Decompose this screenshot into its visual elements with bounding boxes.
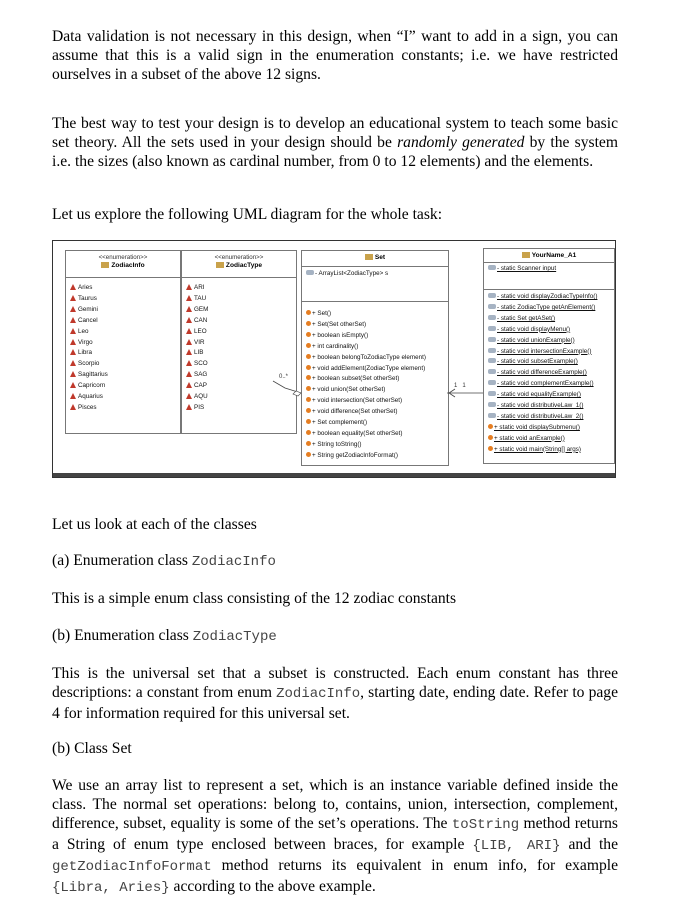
code-example-info: {Libra, Aries} [52, 880, 170, 896]
paragraph-zodiactype-desc [52, 664, 618, 723]
main-name: YourName_A1 [531, 252, 577, 259]
zodiacinfo-name: ZodiacInfo [111, 262, 145, 269]
uml-method-text: - static void distributiveLaw_2() [497, 412, 584, 420]
uml-method-text: - static void differenceExample() [497, 369, 587, 377]
enum-constant-text: PIS [194, 403, 205, 411]
uml-method-text: + Set() [312, 310, 332, 317]
zodiactype-name: ZodiacType [225, 262, 263, 269]
paragraph-zodiactype-part1: This is the universal set that a subset is constructed. Each enum constant has three descriptions: a constant from enum [52, 665, 618, 701]
uml-method-text: + Set complement() [312, 419, 368, 427]
enum-constant-text: LIB [194, 349, 204, 357]
enum-constant-text: TAU [194, 294, 207, 302]
paragraph-zodiacinfo-desc: This is a simple enum class consisting of the 12 zodiac constants [52, 590, 457, 607]
enum-constant-text: Virgo [78, 338, 93, 346]
paragraph-testing-part1: The best way to test your design is to develop an educational system to teach some basic set theory. All the sets used in your design should be [52, 115, 618, 151]
aggregation-diamond [293, 391, 301, 396]
uml-method-text: - static Set getASet() [497, 314, 556, 322]
diagram-bottom-border [53, 473, 615, 477]
enum-constant-text: ARI [194, 284, 205, 291]
uml-method-text: + void union(Set otherSet) [312, 386, 386, 394]
heading-a-text: (a) Enumeration class [52, 552, 192, 569]
uml-method-text: + void addElement(ZodiacType element) [312, 364, 426, 372]
multiplicity-left: 0..* [279, 374, 289, 380]
uml-method-text: + boolean belongToZodiacType element) [312, 353, 426, 361]
uml-method-text: + static void displaySubmenu() [494, 423, 580, 431]
uml-method-text: + void difference(Set otherSet) [312, 408, 398, 416]
enum-constant-text: Sagittarius [78, 371, 108, 379]
enum-constant-text: Pisces [78, 403, 97, 411]
heading-enum-zodiactype [52, 626, 618, 647]
enum-constant-text: VIR [194, 338, 205, 346]
enum-constant-text: Gemini [78, 305, 98, 313]
uml-method-text: - static void displayZodiacTypeInfo() [497, 293, 598, 300]
paragraph-set-part1: We use an array list to represent a set, which is an instance variable defined inside the class. The normal set operations: belong to, contains, union, intersection, complement, difference, subset, equality is some of the set’s operations. The [52, 777, 618, 832]
code-tostring: toString [451, 817, 520, 833]
enum-constant-text: LEO [194, 327, 207, 335]
emphasis-randomly-generated: randomly generated [397, 134, 525, 151]
paragraph-validation: Data validation is not necessary in this design, when “I” want to add in a sign, you can assume that this is a valid sign in the enumeration constants; i.e. we have restricted ourselves in a subset of the above 12 signs. [52, 28, 618, 83]
paragraph-classes-intro: Let us look at each of the classes [52, 516, 257, 533]
uml-attribute-text: - static Scanner input [497, 265, 557, 272]
paragraph-set-part4: method returns its equivalent in enum info, for example [211, 857, 618, 874]
heading-enum-zodiacinfo [52, 551, 618, 572]
enum-constant-text: SAG [194, 371, 208, 379]
multiplicity-right: 1 1 [454, 383, 466, 389]
enum-constant-text: SCO [194, 360, 208, 368]
uml-diagram [52, 240, 616, 478]
code-zodiacinfo-inline: ZodiacInfo [276, 686, 361, 702]
uml-method-text: - static void complementExample() [497, 380, 594, 388]
enum-constant-text: Capricorn [78, 382, 106, 390]
heading-class-set: (b) Class Set [52, 740, 132, 757]
uml-method-text: + static void anExample() [494, 434, 565, 442]
enum-constant-text: Scorpio [78, 360, 100, 368]
paragraph-zodiactype-part2: , starting date, ending date. Refer to page 4 for information required for this universal set. [52, 684, 619, 722]
paragraph-testing-part2: by the system i.e. the sizes (also known as cardinal number, from 0 to 12 elements) and the elements. [52, 134, 618, 170]
paragraph-set-desc [52, 776, 618, 898]
enum-constant-text: CAP [194, 382, 207, 390]
uml-method-text: + Set(Set otherSet) [312, 320, 367, 328]
set-name: Set [374, 254, 386, 261]
uml-method-text: - static void subsetExample() [497, 358, 578, 366]
code-zodiacinfo: ZodiacInfo [191, 554, 276, 570]
uml-attribute-text: - ArrayList<ZodiacType> s [315, 270, 389, 277]
uml-method-text: + boolean subset(Set otherSet) [312, 375, 400, 383]
uml-method-text: + static void main(String[] args) [494, 445, 581, 453]
zodiacinfo-stereotype: <<enumeration>> [98, 254, 148, 261]
uml-method-text: + String toString() [312, 440, 362, 448]
code-getzodiacinfoformat: getZodiacInfoFormat [52, 859, 212, 875]
association-lines [53, 241, 615, 477]
uml-method-text: - static ZodiacType getAnElement() [497, 303, 596, 311]
enum-constant-text: Aries [78, 284, 93, 291]
enum-constant-text: Cancel [78, 316, 98, 324]
uml-method-text: + boolean equality(Set otherSet) [312, 429, 403, 437]
enum-constant-text: CAN [194, 316, 208, 324]
paragraph-uml-intro: Let us explore the following UML diagram for the whole task: [52, 206, 443, 223]
zodiactype-stereotype: <<enumeration>> [214, 254, 264, 261]
paragraph-set-part2: method returns a String of enum type enclosed between braces, for example [52, 815, 618, 853]
uml-method-text: - static void intersectionExample() [497, 347, 592, 355]
code-zodiactype: ZodiacType [192, 629, 277, 645]
uml-method-text: + boolean isEmpty() [312, 331, 369, 339]
uml-method-text: + int cardinality() [312, 342, 359, 350]
uml-method-text: + String getZodiacInfoFormat() [312, 451, 398, 459]
paragraph-set-part5: according to the above example. [169, 878, 376, 895]
enum-constant-text: Libra [78, 349, 93, 357]
enum-constant-text: Leo [78, 327, 89, 335]
code-example-types: {LIB, ARI} [472, 838, 561, 854]
uml-method-text: - static void unionExample() [497, 336, 575, 344]
heading-b-text: (b) Enumeration class [52, 627, 193, 644]
enum-constant-text: Aquarius [78, 393, 103, 401]
paragraph-set-part3: and the [560, 836, 618, 853]
uml-method-text: - static void distributiveLaw_1() [497, 402, 584, 410]
paragraph-testing [52, 114, 618, 171]
enum-constant-text: GEM [194, 305, 209, 313]
uml-method-text: + void intersection(Set otherSet) [312, 397, 403, 405]
enum-constant-text: AQU [194, 393, 208, 401]
enum-constant-text: Taurus [78, 294, 97, 302]
uml-method-text: - static void equalityExample() [497, 391, 581, 399]
uml-method-text: - static void displayMenu() [497, 325, 571, 333]
